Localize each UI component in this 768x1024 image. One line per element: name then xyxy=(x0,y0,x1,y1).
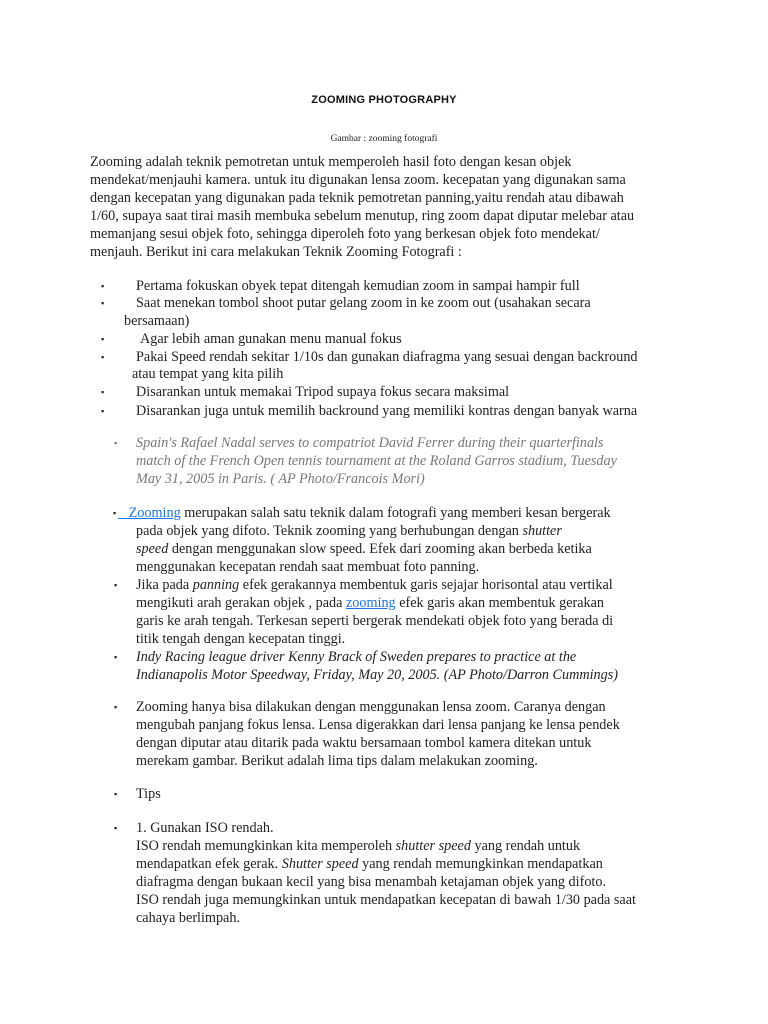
bullet-icon: ▪ xyxy=(101,281,105,291)
bullet-icon: ▪ xyxy=(101,298,105,308)
bullet-icon: ▪ xyxy=(101,387,105,397)
panning-line-4: titik tengah dengan kecepatan tinggi. xyxy=(136,631,346,647)
panning-line-3: garis ke arah tengah. Terkesan seperti bergerak mendekati objek foto yang berada di xyxy=(136,613,614,629)
caption-line: Spain's Rafael Nadal serves to compatriot David Ferrer during their quarterfinals xyxy=(136,435,604,451)
caption-line: Indianapolis Motor Speedway, Friday, May 20, 2005. (AP Photo/Darron Cummings) xyxy=(136,667,618,683)
lensa-line: dengan diputar atau ditarik pada waktu bersamaan tombol kamera ditekan untuk xyxy=(136,735,592,751)
bullet-icon: ▪ xyxy=(101,406,105,416)
intro-paragraph xyxy=(90,153,680,261)
image-caption: Gambar : zooming fotografi xyxy=(330,134,438,144)
bullet-icon: ▪ xyxy=(114,580,118,590)
caption-line: Indy Racing league driver Kenny Brack of Sweden prepares to practice at the xyxy=(136,649,577,665)
zooming-line-4: menggunakan kecepatan rendah saat membuat foto panning. xyxy=(136,559,480,575)
tip-line: ISO rendah memungkinkan kita memperoleh shutter speed yang rendah untuk xyxy=(136,838,581,854)
bullet-icon: ▪ xyxy=(113,508,117,518)
panning-line-2: mengikuti arah gerakan objek , pada zooming efek garis akan membentuk gerakan xyxy=(136,595,605,611)
lensa-line: mengubah panjang fokus lensa. Lensa digerakkan dari lensa panjang ke lensa pendek xyxy=(136,717,620,733)
tip-line: diafragma dengan bukaan kecil yang bisa menambah ketajaman objek yang difoto. xyxy=(136,874,606,890)
step-item: Disarankan untuk memakai Tripod supaya fokus secara maksimal xyxy=(136,384,510,400)
bullet-icon: ▪ xyxy=(114,789,118,799)
intro-line: memanjang sesui objek foto, sehingga diperoleh foto yang berkesan objek foto mendekat/ xyxy=(90,226,600,242)
step-item-cont: atau tempat yang kita pilih xyxy=(132,366,284,382)
intro-line: Zooming adalah teknik pemotretan untuk memperoleh hasil foto dengan kesan objek xyxy=(90,154,572,170)
intro-line: dengan kecepatan yang digunakan pada teknik pemotretan panning,yaitu rendah atau dibawah xyxy=(90,190,624,206)
step-item: Agar lebih aman gunakan menu manual fokus xyxy=(140,331,402,347)
step-item: Disarankan juga untuk memilih backround yang memiliki kontras dengan banyak warna xyxy=(136,403,638,419)
tip-line: ISO rendah juga memungkinkan untuk mendapatkan kecepatan di bawah 1/30 pada saat xyxy=(136,892,636,908)
step-item-cont: bersamaan) xyxy=(124,313,190,329)
zooming-line-3: speed dengan menggunakan slow speed. Efek dari zooming akan berbeda ketika xyxy=(136,541,592,557)
caption-line: match of the French Open tennis tournament at the Roland Garros stadium, Tuesday xyxy=(136,453,617,469)
bullet-icon: ▪ xyxy=(114,702,118,712)
zooming-line-2: pada objek yang difoto. Teknik zooming yang berhubungan dengan shutter xyxy=(136,523,562,539)
caption-line: May 31, 2005 in Paris. ( AP Photo/Francois Mori) xyxy=(136,471,425,487)
intro-line: mendekat/menjauhi kamera. untuk itu digunakan lensa zoom. kecepatan yang digunakan sama xyxy=(90,172,626,188)
step-item: Pertama fokuskan obyek tepat ditengah kemudian zoom in sampai hampir full xyxy=(136,278,580,294)
panning-line-1: Jika pada panning efek gerakannya membentuk garis sejajar horisontal atau vertikal xyxy=(136,577,613,593)
lensa-line: Zooming hanya bisa dilakukan dengan menggunakan lensa zoom. Caranya dengan xyxy=(136,699,606,715)
bullet-icon: ▪ xyxy=(114,438,118,448)
intro-line: 1/60, supaya saat tirai masih membuka sebelum menutup, ring zoom dapat diputar melebar atau xyxy=(90,208,635,224)
bullet-icon: ▪ xyxy=(101,334,105,344)
lensa-line: merekam gambar. Berikut adalah lima tips dalam melakukan zooming. xyxy=(136,753,538,769)
zooming-link[interactable]: zooming xyxy=(345,595,396,611)
bullet-icon: ▪ xyxy=(101,352,105,362)
document-title: ZOOMING PHOTOGRAPHY xyxy=(311,94,457,106)
tip-line: cahaya berlimpah. xyxy=(136,910,240,926)
bullet-icon: ▪ xyxy=(114,823,118,833)
zooming-link[interactable]: Zooming xyxy=(128,505,181,521)
step-item: Pakai Speed rendah sekitar 1/10s dan gunakan diafragma yang sesuai dengan backround xyxy=(136,349,638,365)
intro-line: menjauh. Berikut ini cara melakukan Teknik Zooming Fotografi : xyxy=(90,244,462,260)
tip-heading: 1. Gunakan ISO rendah. xyxy=(136,820,274,836)
zooming-line-1: Zooming merupakan salah satu teknik dalam fotografi yang memberi kesan bergerak xyxy=(118,504,611,522)
bullet-icon: ▪ xyxy=(114,652,118,662)
step-item: Saat menekan tombol shoot putar gelang zoom in ke zoom out (usahakan secara xyxy=(136,295,591,311)
tips-label: Tips xyxy=(136,786,161,802)
tip-line: mendapatkan efek gerak. Shutter speed yang rendah memungkinkan mendapatkan xyxy=(136,856,603,872)
